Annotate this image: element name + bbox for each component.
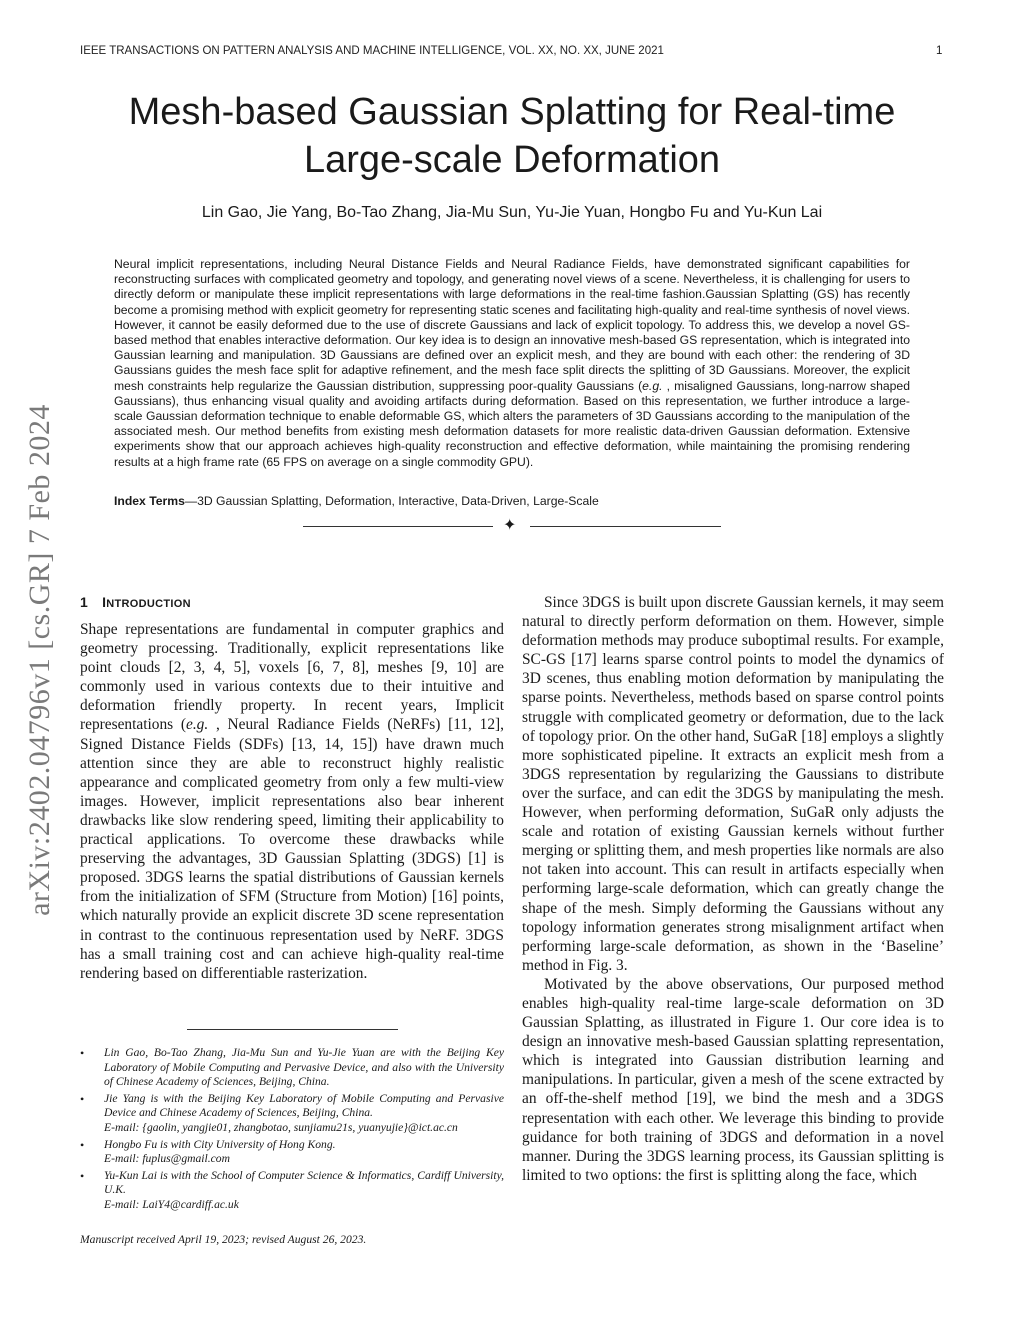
bullet-icon: • <box>80 1091 85 1106</box>
page-number: 1 <box>936 45 943 57</box>
author-list: Lin Gao, Jie Yang, Bo-Tao Zhang, Jia-Mu Sun, Yu-Jie Yuan, Hongbo Fu and Yu-Kun Lai <box>201 204 823 221</box>
arxiv-id-text: arXiv:2402.04796v1 [cs.GR] 7 Feb 2024 <box>23 404 56 916</box>
bullet-icon: • <box>80 1168 85 1183</box>
footnote-rule <box>187 1029 398 1030</box>
manuscript-note: Manuscript received April 19, 2023; revised August 26, 2023. <box>80 1233 367 1246</box>
footnote-item <box>80 1046 504 1090</box>
abstract-part-1: Neural implicit representations, including Neural Distance Fields and Neural Radiance Fields, have demonstrated significant capabilities for reconstructing surfaces with complicated geometry and topology, and generating novel views of a scene. Nevertheless, it is challenging for users to directly deform or manipulate these implicit representations with large deformations in the real-time fashion.Gaussian Splatting (GS) has recently become a promising method with explicit geometry for representing static scenes and facilitating high-quality and real-time synthesis of novel views. However, it cannot be easily deformed due to the use of discrete Gaussians and lack of explicit topology. To address this, we develop a novel GS-based method that enables interactive deformation. Our key idea is to design an innovative mesh-based GS representation, which is integrated into Gaussian learning and manipulation. 3D Gaussians are defined over an explicit mesh, and they are bound with each other: the rendering of 3D Gaussians guides the mesh face split for adaptive refinement, and the mesh face split directs the splitting of 3D Gaussians. Moreover, the explicit mesh constraints help regularize the Gaussian distribution, suppressing poor-quality Gaussians ( <box>114 257 910 393</box>
footnote-text: Jie Yang is with the Beijing Key Laboratory of Mobile Computing and Pervasive Device and Chinese Academy of Sciences, Beijing, China. <box>104 1091 504 1120</box>
affiliation-footnotes <box>80 1046 504 1215</box>
index-terms-text: —3D Gaussian Splatting, Deformation, Interactive, Data-Driven, Large-Scale <box>184 494 599 508</box>
intro-right-column <box>522 593 944 1185</box>
footnote-text: Lin Gao, Bo-Tao Zhang, Jia-Mu Sun and Yu-Jie Yuan are with the Beijing Key Laboratory of Mobile Computing and Pervasive Device, and also with the University of Chinese Academy of Sciences, Beijing, China. <box>104 1046 504 1089</box>
abstract-eg: e.g. <box>642 378 663 393</box>
separator-rule-left <box>303 526 493 527</box>
intro-paragraph-2: Since 3DGS is built upon discrete Gaussian kernels, it may seem natural to directly perform deformation on them. However, simple deformation methods may produce suboptimal results. For example, SC-GS [17] learns sparse control points to model the dynamics of 3D scenes, thus enabling motion deformation by manipulating the sparse points. Nevertheless, methods based on sparse control points struggle with complicated geometry or deformation, due to the lack of topology prior. On the other hand, SuGaR [18] employs a slightly more sophisticated pipeline. It extracts an explicit mesh from a 3DGS representation by regularizing the Gaussians to distribute over the surface, and can edit the 3DGS by manipulating the mesh. However, when performing deformation, SuGaR only adjusts the scale and rotation of existing Gaussian kernels without further merging or splitting them, and mesh properties like normals are also not taken into account. This can result in artifacts especially when performing large-scale deformation, which can greatly change the shape of the mesh. Simply deforming the Gaussians without any topology information generates strong misalignment artifact when performing large-scale deformation, as shown in the ‘Baseline’ method in Fig. 3. <box>522 594 944 974</box>
footnote-email: E-mail: LaiY4@cardiff.ac.uk <box>104 1197 239 1211</box>
bullet-icon: • <box>80 1046 85 1060</box>
intro-left-part-b: , Neural Radiance Fields (NeRFs) [11, 12], Signed Distance Fields (SDFs) [13, 14, 15]) have drawn much attention since they are able to reconstruct highly realistic appearance and complicated geometry from only a few multi-view images. However, implicit representations also bear inherent drawbacks like slow rendering speed, limiting their applicability to practical applications. To overcome these drawbacks while preserving the advantages, 3D Gaussian Splatting (3DGS) [1] is proposed. 3DGS learns the spatial distributions of Gaussian kernels from the initialization of SFM (Structure from Motion) [16] points, which naturally provide an explicit discrete 3D scene representation in contrast to the continuous representation used by NeRF. 3DGS has a small training cost and can achieve high-quality real-time rendering based on differentiable rasterization. <box>80 716 504 982</box>
section-first-letter: I <box>102 594 107 610</box>
title-line-1: Mesh-based Gaussian Splatting for Real-time <box>128 91 896 133</box>
separator-star-icon: ✦ <box>503 517 517 534</box>
separator-rule-right <box>530 526 721 527</box>
footnote-item <box>80 1169 504 1213</box>
abstract-part-2: , misaligned Gaussians, long-narrow shaped Gaussians), thus enhancing visual quality and avoiding artifacts during deformation. Based on this representation, we further introduce a large-scale Gaussian deformation technique to enable deformable GS, which alters the parameters of 3D Gaussians according to the manipulation of the associated mesh. Our method benefits from existing mesh deformation datasets for more realistic data-driven Gaussian deformation. Extensive experiments show that our approach achieves high-quality reconstruction and effective deformation, while maintaining the promising rendering results at a high frame rate (65 FPS on average on a single commodity GPU). <box>114 378 910 469</box>
section-number: 1 <box>80 594 89 610</box>
intro-paragraph-1 <box>80 620 504 983</box>
running-head: IEEE TRANSACTIONS ON PATTERN ANALYSIS AND MACHINE INTELLIGENCE, VOL. XX, NO. XX, JUNE 2021 <box>80 45 664 57</box>
intro-left-part-a: Shape representations are fundamental in computer graphics and geometry processing. Traditionally, explicit representations like point clouds [2, 3, 4, 5], voxels [6, 7, 8], meshes [9, 10] are commonly used in various contexts due to their intuitive and deformation friendly property. In recent years, Implicit representations ( <box>80 621 504 734</box>
section-heading <box>80 594 191 610</box>
footnote-email: E-mail: fuplus@gmail.com <box>104 1152 230 1166</box>
footnote-email: E-mail: {gaolin, yangjie01, zhangbotao, sunjiamu21s, yuanyujie}@ict.ac.cn <box>104 1120 458 1134</box>
footnote-item <box>80 1138 504 1167</box>
intro-paragraph-3: Motivated by the above observations, Our purposed method enables high-quality real-time large-scale deformation on 3D Gaussian Splatting, as illustrated in Figure 1. Our core idea is to design an innovative mesh-based Gaussian splatting representation, which is integrated into Gaussian distribution learning and manipulations. In particular, given a mesh of the scene extracted by an off-the-shelf method [19], we bind the mesh and a 3DGS representation with each other. We leverage this binding to provide guidance for both training of 3DGS and deformation in a novel manner. During the 3DGS learning process, its Gaussian splitting is limited to two options: the first is splitting along the face, which <box>522 975 944 1184</box>
intro-left-eg: e.g. <box>186 716 209 734</box>
bullet-icon: • <box>80 1137 85 1152</box>
footnote-text: Hongbo Fu is with City University of Hong Kong. <box>104 1137 336 1151</box>
abstract <box>114 257 910 470</box>
index-terms-label: Index Terms <box>114 494 185 508</box>
intro-left-column <box>80 620 504 983</box>
index-terms <box>114 494 910 508</box>
section-title-rest: NTRODUCTION <box>106 598 191 610</box>
footnote-text: Yu-Kun Lai is with the School of Computer Science & Informatics, Cardiff University, U.K. <box>104 1168 504 1197</box>
paper-title <box>60 88 964 184</box>
title-line-2: Large-scale Deformation <box>303 139 721 181</box>
footnote-item <box>80 1092 504 1136</box>
